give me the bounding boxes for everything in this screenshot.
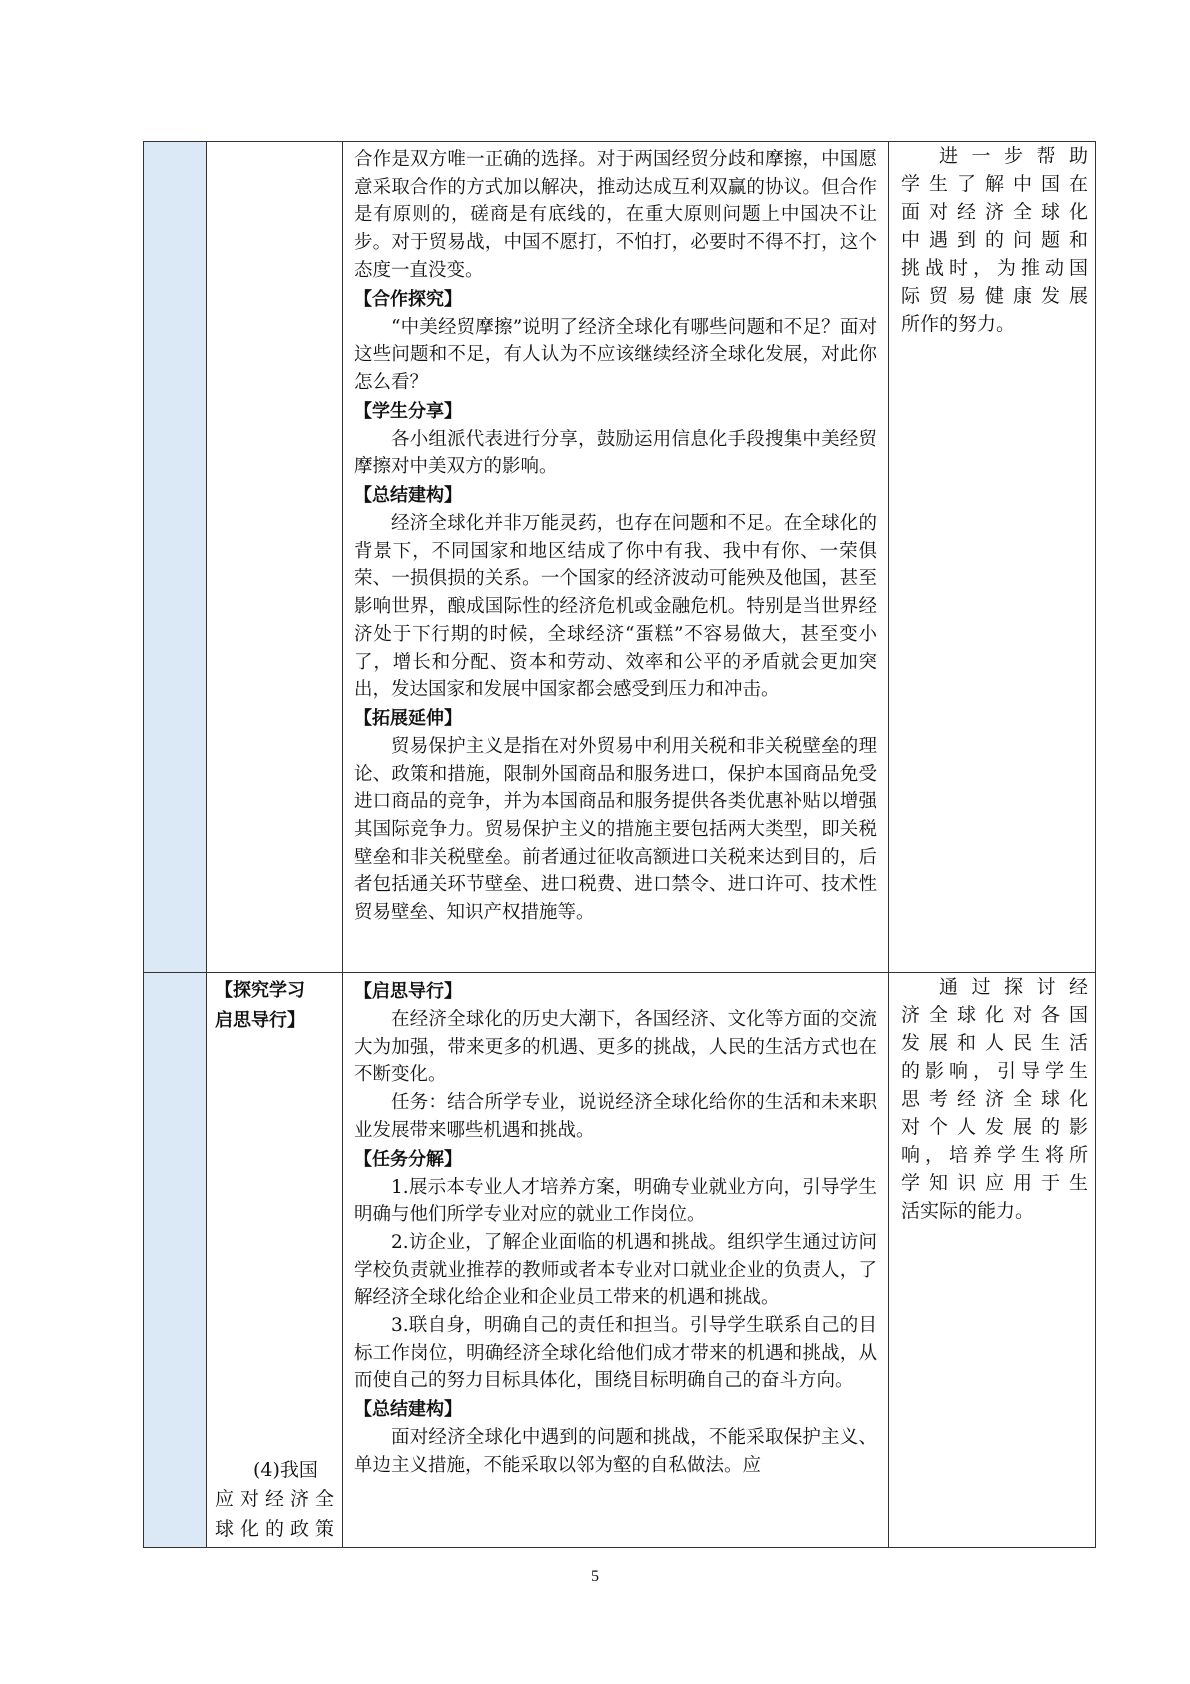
design-intent-text (901, 973, 1088, 1225)
lesson-plan-table (143, 141, 1096, 1548)
note-line: 济全球化对各国 (901, 1004, 1088, 1026)
note-line: 通过探讨经 (939, 976, 1088, 998)
paragraph: 1.展示本专业人才培养方案，明确专业就业方向，引导学生明确与他们所学专业对应的就业工作岗位。 (354, 1176, 877, 1226)
teaching-content-cell (343, 142, 889, 973)
table-row (144, 973, 1096, 1548)
topic-label-line: 球化的政策 (215, 1517, 334, 1540)
note-line: 响，培养学生将所 (901, 1144, 1088, 1166)
design-intent-cell (889, 142, 1096, 973)
design-intent-cell (889, 973, 1096, 1548)
note-line: 对个人发展的影 (901, 1116, 1088, 1138)
note-line: 思考经济全球化 (901, 1088, 1088, 1110)
paragraph: 任务：结合所学专业，说说经济全球化给你的生活和未来职业发展带来哪些机遇和挑战。 (354, 1092, 877, 1141)
design-intent-text (901, 142, 1088, 338)
note-line: 所作的努力。 (901, 313, 1016, 335)
section-title (215, 976, 305, 1036)
section-heading: 【启思导行】 (354, 981, 462, 1002)
paragraph: 3.联自身，明确自己的责任和担当。引导学生联系自己的目标工作岗位，明确经济全球化给他们成才带来的机遇和挑战，从而使自己的努力目标具体化，围绕目标明确自己的奋斗方向。 (354, 1315, 877, 1392)
content-paragraphs (354, 977, 877, 1480)
section-label-cell (207, 973, 343, 1548)
topic-label-line: (4)我国 (253, 1458, 318, 1481)
topic-label-line: 应对经济全 (215, 1488, 334, 1510)
section-title-line: 启思导行】 (215, 1010, 305, 1031)
note-line: 际贸易健康发展 (901, 285, 1088, 307)
note-line: 中遇到的问题和 (901, 229, 1088, 251)
note-line: 挑战时，为推动国 (901, 257, 1088, 279)
table-row (144, 142, 1096, 973)
topic-label (215, 1456, 334, 1545)
phase-strip (144, 973, 207, 1548)
section-heading: 【总结建构】 (354, 485, 462, 507)
note-line: 的影响，引导学生 (901, 1060, 1088, 1082)
section-heading: 【学生分享】 (354, 400, 462, 422)
section-title-line: 【探究学习 (215, 980, 305, 1001)
section-heading: 【合作探究】 (354, 288, 462, 310)
paragraph: “中美经贸摩擦”说明了经济全球化有哪些问题和不足？面对这些问题和不足，有人认为不应该继续经济全球化发展，对此你怎么看？ (354, 316, 877, 393)
note-line: 面对经济全球化 (901, 201, 1088, 223)
paragraph: 2.访企业，了解企业面临的机遇和挑战。组织学生通过访问学校负责就业推荐的教师或者本专业对口就业企业的负责人，了解经济全球化给企业和企业员工带来的机遇和挑战。 (354, 1231, 877, 1309)
paragraph: 合作是双方唯一正确的选择。对于两国经贸分歧和摩擦，中国愿意采取合作的方式加以解决，推动达成互利双赢的协议。但合作是有原则的，磋商是有底线的，在重大原则问题上中国决不让步。对于贸易战，中国不愿打，不怕打，必要时不得不打，这个态度一直没变。 (354, 149, 877, 281)
paragraph: 各小组派代表进行分享，鼓励运用信息化手段搜集中美经贸摩擦对中美双方的影响。 (354, 428, 877, 478)
section-label-cell (207, 142, 343, 973)
section-heading: 【拓展延伸】 (354, 707, 462, 729)
note-line: 进一步帮助 (939, 145, 1088, 167)
section-heading: 【总结建构】 (354, 1399, 462, 1421)
phase-strip (144, 142, 207, 973)
note-line: 活实际的能力。 (901, 1200, 1035, 1222)
note-line: 学生了解中国在 (901, 173, 1088, 195)
section-heading: 【任务分解】 (354, 1148, 462, 1170)
page-number: 5 (591, 1568, 599, 1585)
paragraph: 贸易保护主义是指在对外贸易中利用关税和非关税壁垒的理论、政策和措施，限制外国商品和服务进口，保护本国商品免受进口商品的竞争，并为本国商品和服务提供各类优惠补贴以增强其国际竞争力。贸易保护主义的措施主要包括两大类型，即关税壁垒和非关税壁垒。前者通过征收高额进口关税来达到目的，后者包括通关环节壁垒、进口税费、进口禁令、进口许可、技术性贸易壁垒、知识产权措施等。 (354, 735, 877, 924)
content-paragraphs (354, 146, 877, 927)
paragraph: 面对经济全球化中遇到的问题和挑战，不能采取保护主义、单边主义措施，不能采取以邻为壑的自私做法。应 (354, 1427, 877, 1476)
paragraph: 经济全球化并非万能灵药，也存在问题和不足。在全球化的背景下，不同国家和地区结成了你中有我、我中有你、一荣俱荣、一损俱损的关系。一个国家的经济波动可能殃及他国，甚至影响世界，酿成国际性的经济危机或金融危机。特别是当世界经济处于下行期的时候，全球经济“蛋糕”不容易做大，甚至变小了，增长和分配、资本和劳动、效率和公平的矛盾就会更加突出，发达国家和发展中国家都会感受到压力和冲击。 (354, 513, 877, 701)
note-line: 发展和人民生活 (901, 1032, 1088, 1054)
teaching-content-cell (343, 973, 889, 1548)
note-line: 学知识应用于生 (901, 1172, 1088, 1194)
paragraph: 在经济全球化的历史大潮下，各国经济、文化等方面的交流大为加强，带来更多的机遇、更多的挑战，人民的生活方式也在不断变化。 (354, 1009, 877, 1086)
